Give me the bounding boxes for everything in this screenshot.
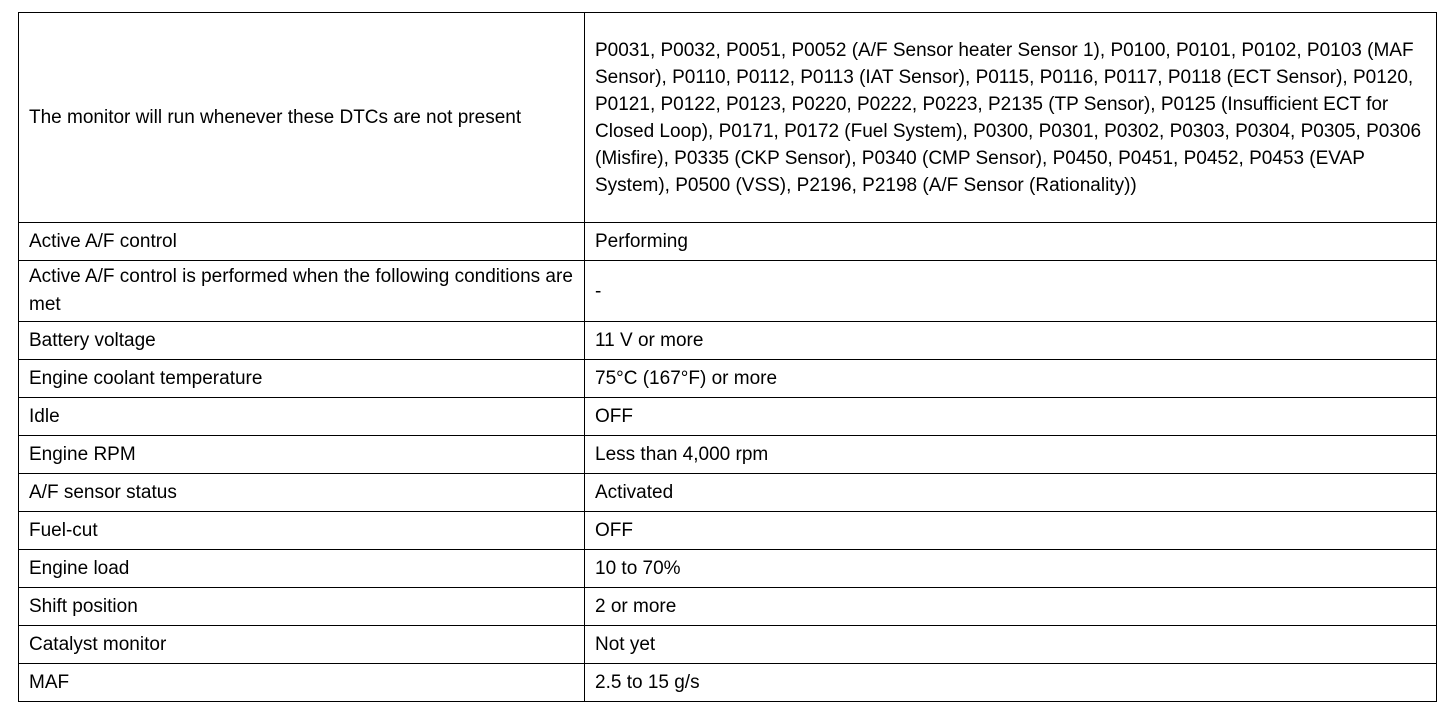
condition-label: Shift position [19, 588, 585, 626]
condition-label: Engine coolant temperature [19, 360, 585, 398]
table-row [19, 474, 1437, 512]
table-row [19, 398, 1437, 436]
condition-value: 2.5 to 15 g/s [585, 664, 1437, 702]
condition-value: Performing [585, 223, 1437, 261]
condition-value: Less than 4,000 rpm [585, 436, 1437, 474]
table-row [19, 512, 1437, 550]
condition-label: The monitor will run whenever these DTCs are not present [19, 13, 585, 223]
condition-label: Engine RPM [19, 436, 585, 474]
condition-label: Battery voltage [19, 322, 585, 360]
condition-value: 11 V or more [585, 322, 1437, 360]
condition-value: - [585, 261, 1437, 322]
condition-label: Fuel-cut [19, 512, 585, 550]
condition-value: 10 to 70% [585, 550, 1437, 588]
table-row [19, 588, 1437, 626]
condition-value: P0031, P0032, P0051, P0052 (A/F Sensor heater Sensor 1), P0100, P0101, P0102, P0103 (MAF Sensor), P0110, P0112, P0113 (IAT Sensor), P0115, P0116, P0117, P0118 (ECT Sensor), P0120, P0121, P0122, P0123, P0220, P0222, P0223, P2135 (TP Sensor), P0125 (Insufficient ECT for Closed Loop), P0171, P0172 (Fuel System), P0300, P0301, P0302, P0303, P0304, P0305, P0306 (Misfire), P0335 (CKP Sensor), P0340 (CMP Sensor), P0450, P0451, P0452, P0453 (EVAP System), P0500 (VSS), P2196, P2198 (A/F Sensor (Rationality)) [585, 13, 1437, 223]
condition-label: MAF [19, 664, 585, 702]
table-row [19, 261, 1437, 322]
table-row [19, 360, 1437, 398]
condition-value: OFF [585, 398, 1437, 436]
condition-label: Idle [19, 398, 585, 436]
condition-label: Active A/F control [19, 223, 585, 261]
monitor-conditions-table [18, 12, 1437, 702]
condition-value: OFF [585, 512, 1437, 550]
condition-value: Activated [585, 474, 1437, 512]
table-row [19, 13, 1437, 223]
table-row [19, 626, 1437, 664]
condition-value: 2 or more [585, 588, 1437, 626]
table-row [19, 223, 1437, 261]
table-row [19, 550, 1437, 588]
table-row [19, 436, 1437, 474]
condition-label: Engine load [19, 550, 585, 588]
condition-label: A/F sensor status [19, 474, 585, 512]
condition-value: Not yet [585, 626, 1437, 664]
table-row [19, 322, 1437, 360]
condition-label: Catalyst monitor [19, 626, 585, 664]
condition-value: 75°C (167°F) or more [585, 360, 1437, 398]
condition-label: Active A/F control is performed when the following conditions are met [19, 261, 585, 322]
table-row [19, 664, 1437, 702]
